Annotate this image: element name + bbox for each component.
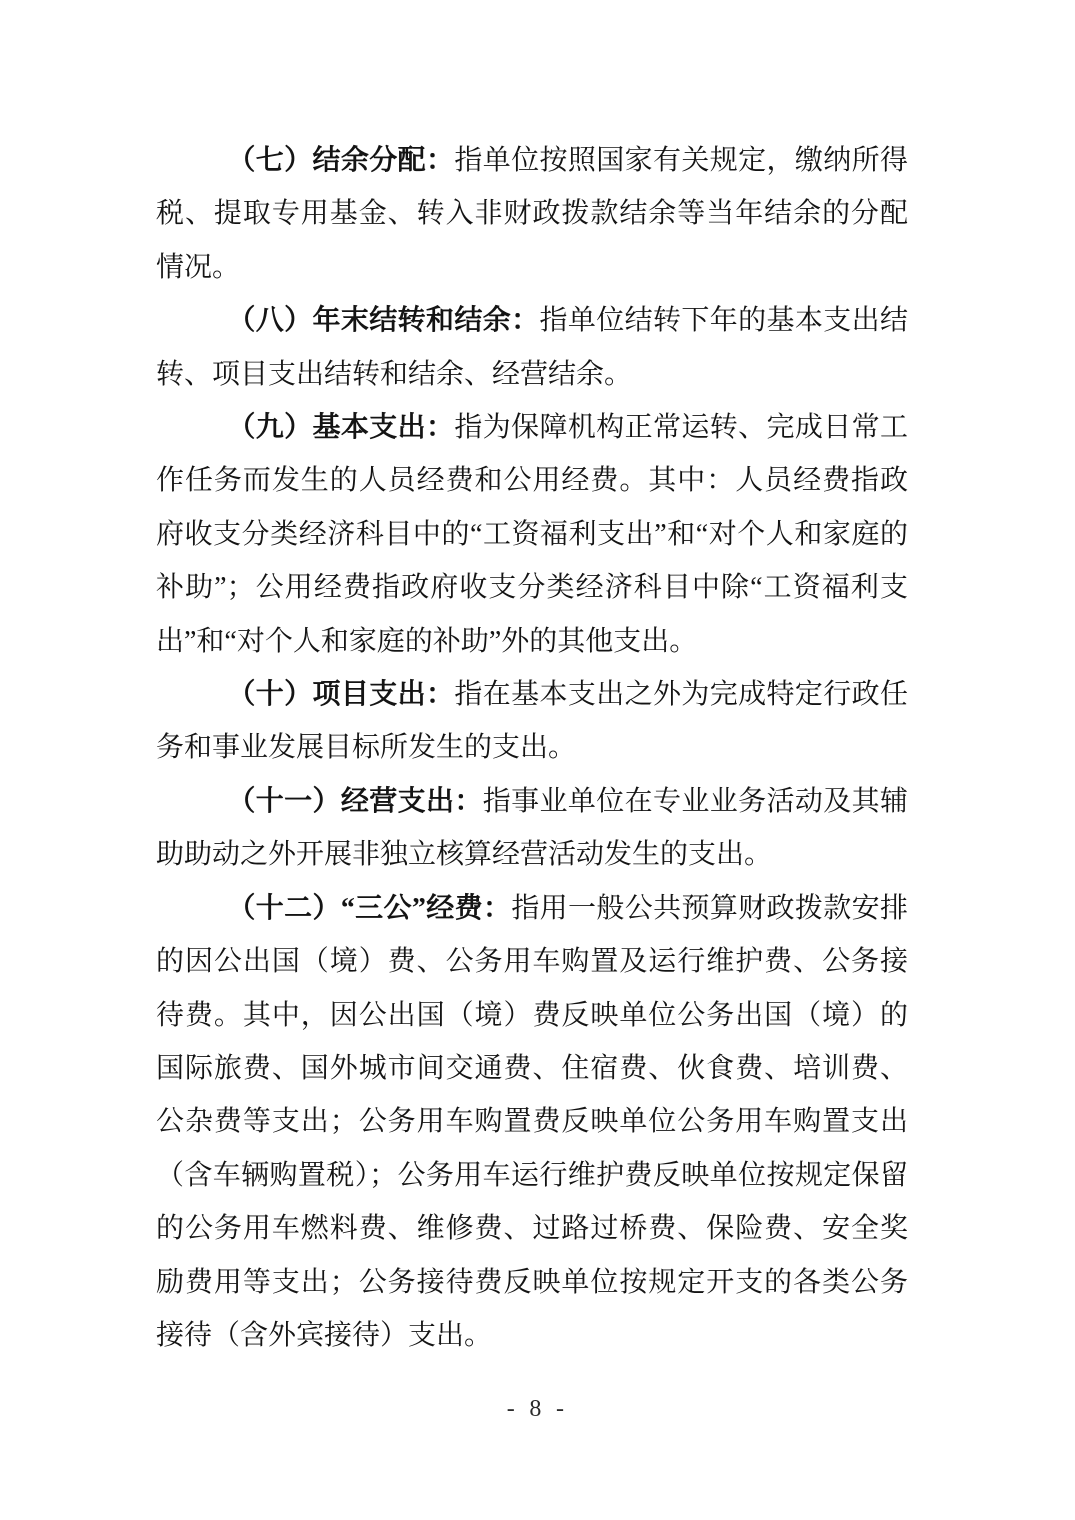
paragraph — [156, 294, 908, 401]
paragraph-heading: （九）基本支出： — [227, 412, 455, 444]
paragraph-heading: （八）年末结转和结余： — [227, 305, 540, 337]
paragraph — [156, 401, 908, 668]
paragraph-heading: （十二）“三公”经费： — [227, 892, 512, 924]
paragraph-heading: （十一）经营支出： — [227, 785, 483, 817]
paragraph-text: 指单位按照国家有关规定，缴纳所得税、提取专用基金、转入非财政拨款结余等当年结余的分配情况。 — [156, 145, 908, 283]
paragraph-text: 指为保障机构正常运转、完成日常工作任务而发生的人员经费和公用经费。其中：人员经费指政府收支分类经济科目中的“工资福利支出”和“对个人和家庭的补助”；公用经费指政府收支分类经济科目中除“工资福利支出”和“对个人和家庭的补助”外的其他支出。 — [156, 412, 908, 657]
paragraph-text: 指在基本支出之外为完成特定行政任务和事业发展目标所发生的支出。 — [156, 679, 908, 764]
paragraph — [156, 134, 908, 294]
paragraph-text: 指事业单位在专业业务活动及其辅助助动之外开展非独立核算经营活动发生的支出。 — [156, 785, 908, 871]
paragraph-text: 指用一般公共预算财政拨款安排的因公出国（境）费、公务用车购置及运行维护费、公务接待费。其中，因公出国（境）费反映单位公务出国（境）的国际旅费、国外城市间交通费、住宿费、伙食费、培训费、公杂费等支出；公务用车购置费反映单位公务用车购置支出（含车辆购置税）；公务用车运行维护费反映单位按规定保留的公务用车燃料费、维修费、过路过桥费、保险费、安全奖励费用等支出；公务接待费反映单位按规定开支的各类公务接待（含外宾接待）支出。 — [156, 892, 908, 1351]
paragraph — [156, 882, 908, 1363]
paragraph — [156, 775, 908, 882]
paragraph-heading: （十）项目支出： — [227, 679, 455, 711]
paragraph — [156, 668, 908, 775]
page-number: - 8 - — [506, 1396, 569, 1422]
document-body — [156, 134, 908, 1362]
paragraph-heading: （七）结余分配： — [227, 145, 455, 176]
paragraph-text: 指单位结转下年的基本支出结转、项目支出结转和结余、经营结余。 — [156, 305, 908, 390]
